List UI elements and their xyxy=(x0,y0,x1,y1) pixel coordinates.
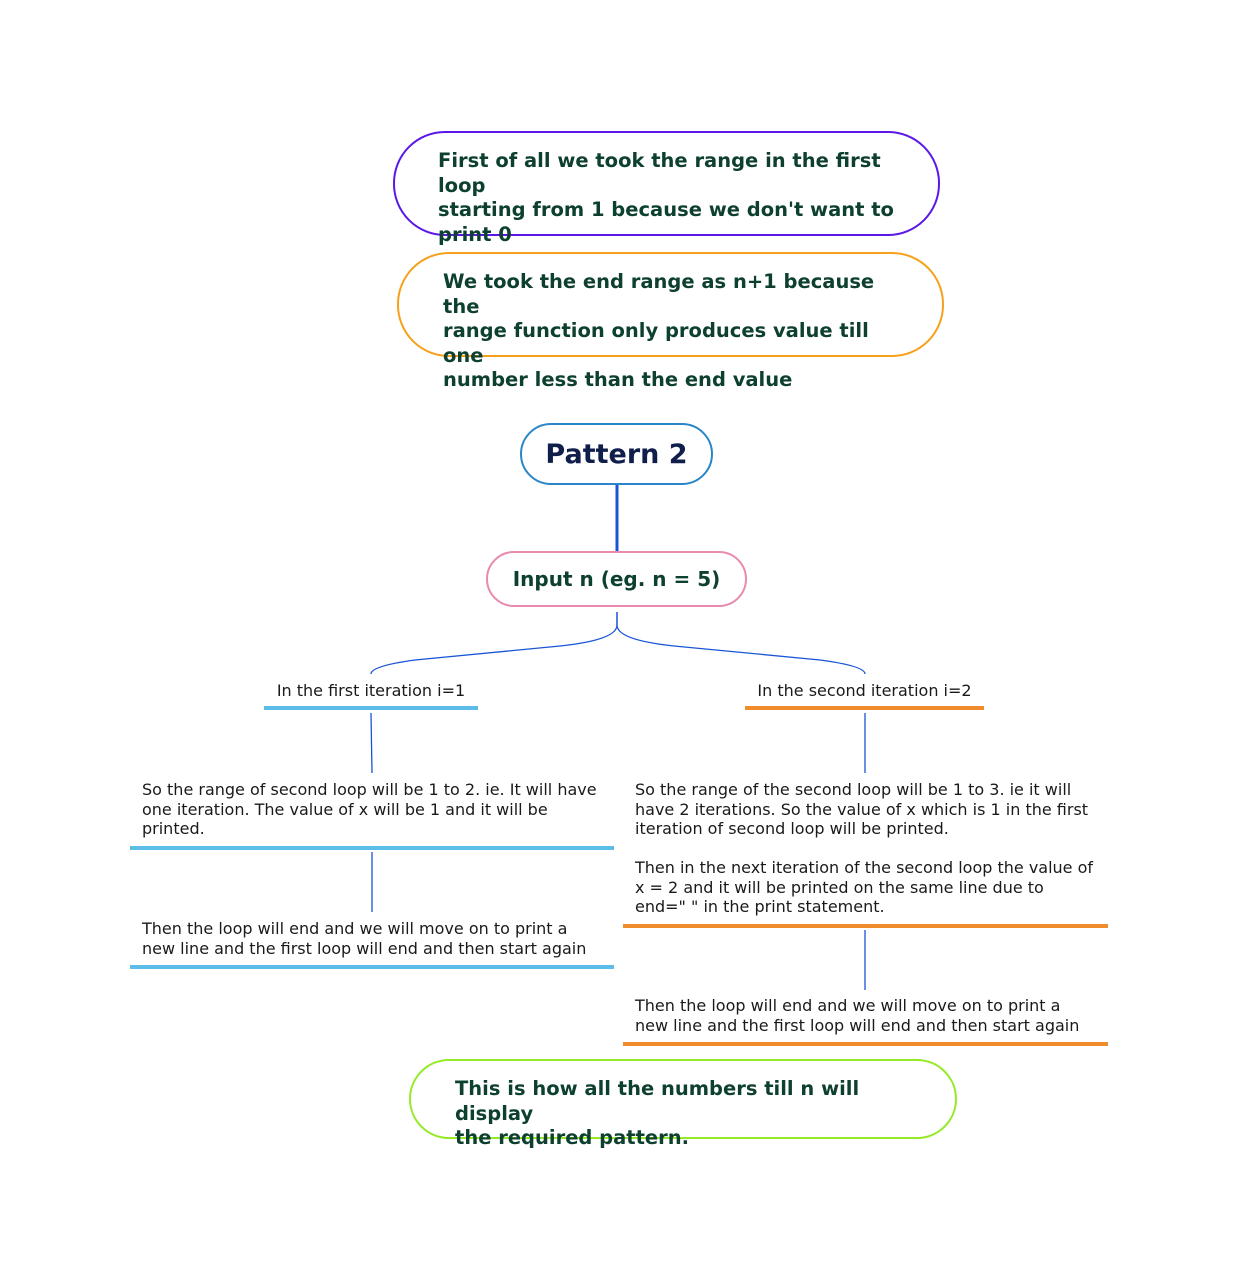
note-line: We took the end range as n+1 because the xyxy=(443,270,875,318)
note-line: print 0 xyxy=(438,222,512,246)
note-line: the required pattern. xyxy=(455,1126,690,1149)
detail-line: new line and the first loop will end and then start again xyxy=(142,938,587,958)
detail-line: end=" " in the print statement. xyxy=(635,897,885,916)
detail-line: have 2 iterations. So the value of x which is 1 in the first xyxy=(635,799,1089,819)
first-iteration-detail[interactable] xyxy=(130,780,614,850)
detail-line: printed. xyxy=(142,819,205,838)
note-end-range[interactable] xyxy=(397,252,944,391)
note-first-loop-range[interactable] xyxy=(393,131,940,246)
detail-line: So the range of the second loop will be 1 to 3. ie it will xyxy=(635,780,1072,799)
paragraph-gap xyxy=(635,839,1108,859)
branch-title: In the first iteration i=1 xyxy=(276,681,466,700)
note-line: range function only produces value till one xyxy=(443,319,869,367)
detail-line: Then in the next iteration of the second loop the value of xyxy=(635,858,1094,877)
detail-line: new line and the first loop will end and then start again xyxy=(635,1015,1080,1035)
input-node[interactable] xyxy=(486,551,747,607)
detail-line: one iteration. The value of x will be 1 and it will be xyxy=(142,799,548,819)
central-topic-label: Pattern 2 xyxy=(545,438,688,470)
first-iteration-ending[interactable] xyxy=(130,919,614,969)
note-line: This is how all the numbers till n will display xyxy=(455,1077,860,1125)
note-conclusion[interactable] xyxy=(409,1059,957,1149)
connector-input-to-first-iteration xyxy=(371,612,617,674)
detail-line: Then the loop will end and we will move on to print a xyxy=(635,996,1061,1015)
note-line: number less than the end value xyxy=(443,368,793,391)
input-node-label: Input n (eg. n = 5) xyxy=(512,567,721,591)
note-line: starting from 1 because we don't want to xyxy=(438,198,894,221)
second-iteration-ending[interactable] xyxy=(623,996,1108,1046)
detail-line: iteration of second loop will be printed. xyxy=(635,819,949,838)
second-iteration-detail[interactable] xyxy=(623,780,1108,928)
branch-first-iteration[interactable] xyxy=(264,681,478,710)
connector-first-iteration-to-detail xyxy=(371,713,372,773)
central-topic-pattern[interactable] xyxy=(520,423,713,485)
detail-line: Then the loop will end and we will move on to print a xyxy=(142,919,568,938)
branch-second-iteration[interactable] xyxy=(745,681,984,710)
detail-line: So the range of second loop will be 1 to 2. ie. It will have xyxy=(142,780,597,799)
branch-title: In the second iteration i=2 xyxy=(757,681,972,700)
detail-line: x = 2 and it will be printed on the same line due to xyxy=(635,877,1044,897)
note-line: First of all we took the range in the first loop xyxy=(438,149,881,197)
connector-input-to-second-iteration xyxy=(617,612,865,674)
